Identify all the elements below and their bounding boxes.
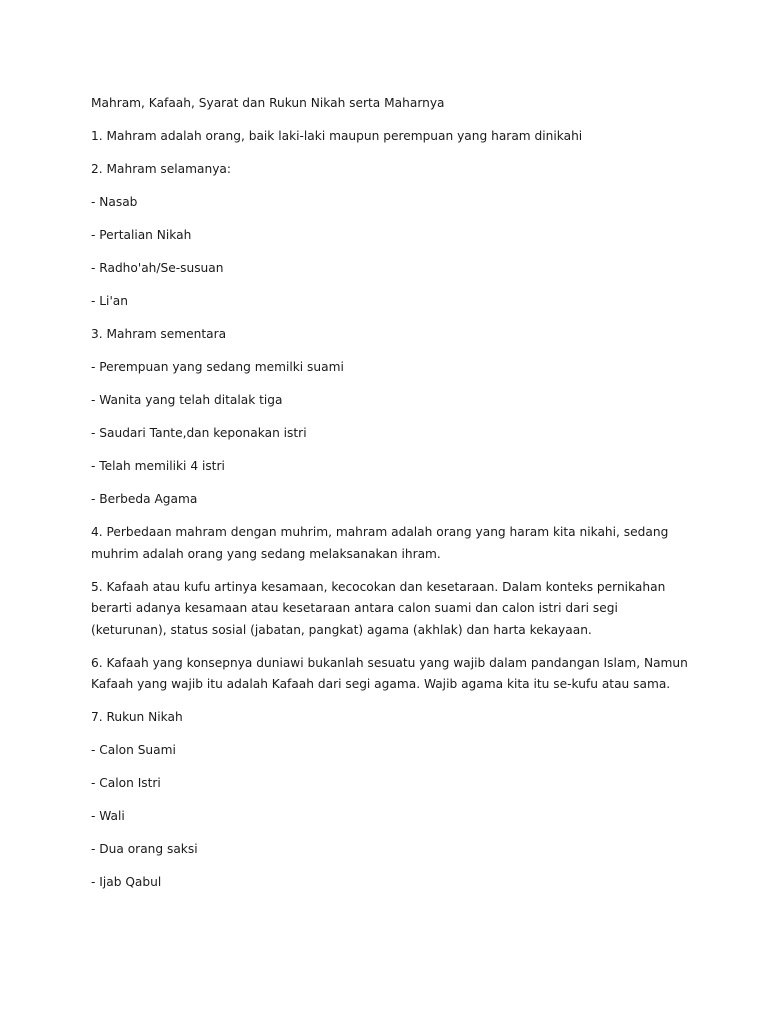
list-item: - Ijab Qabul	[91, 875, 162, 889]
document-title: Mahram, Kafaah, Syarat dan Rukun Nikah serta Maharnya	[91, 96, 445, 110]
heading-mahram-selamanya: 2. Mahram selamanya:	[91, 162, 231, 176]
item-mahram-definition: 1. Mahram adalah orang, baik laki-laki maupun perempuan yang haram dinikahi	[91, 129, 583, 143]
heading-mahram-sementara: 3. Mahram sementara	[91, 327, 227, 341]
paragraph-mahram-muhrim: 4. Perbedaan mahram dengan muhrim, mahram adalah orang yang haram kita nikahi, sedang muhrim adalah orang yang sedang melaksanakan ihram.	[91, 525, 669, 561]
list-item: - Nasab	[91, 195, 138, 209]
document-body	[91, 93, 691, 905]
list-item: - Li'an	[91, 294, 128, 308]
list-item: - Wanita yang telah ditalak tiga	[91, 393, 283, 407]
list-item: - Wali	[91, 809, 125, 823]
list-item: - Calon Istri	[91, 776, 161, 790]
list-item: - Saudari Tante,dan keponakan istri	[91, 426, 307, 440]
list-item: - Pertalian Nikah	[91, 228, 192, 242]
paragraph-kafaah-agama: 6. Kafaah yang konsepnya duniawi bukanlah sesuatu yang wajib dalam pandangan Islam, Namun Kafaah yang wajib itu adalah Kafaah dari segi agama. Wajib agama kita itu se-kufu atau sama.	[91, 655, 688, 691]
list-item: - Berbeda Agama	[91, 492, 198, 506]
paragraph-kafaah-definition: 5. Kafaah atau kufu artinya kesamaan, kecocokan dan kesetaraan. Dalam konteks pernikahan berarti adanya kesamaan atau kesetaraan antara calon suami dan calon istri dari segi (keturunan), status sosial (jabatan, pangkat) agama (akhlak) dan harta kekayaan.	[91, 579, 666, 637]
list-item: - Calon Suami	[91, 743, 176, 757]
list-item: - Dua orang saksi	[91, 842, 198, 856]
list-item: - Telah memiliki 4 istri	[91, 459, 225, 473]
list-item: - Perempuan yang sedang memilki suami	[91, 360, 344, 374]
heading-rukun-nikah: 7. Rukun Nikah	[91, 710, 183, 724]
list-item: - Radho'ah/Se-susuan	[91, 261, 224, 275]
